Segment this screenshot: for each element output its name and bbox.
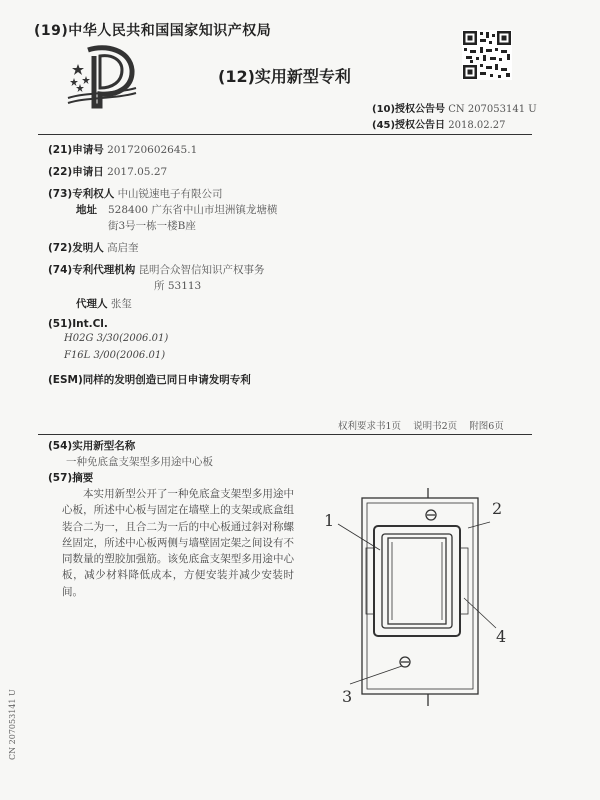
reinforcing-rib bbox=[460, 548, 468, 614]
grant-date-label: (45)授权公告日 bbox=[372, 120, 446, 131]
middle-divider bbox=[38, 434, 532, 435]
grant-date-row bbox=[372, 116, 506, 131]
inventor: 高启奎 bbox=[107, 242, 139, 254]
grant-number-row bbox=[372, 100, 537, 115]
agent-row bbox=[76, 296, 132, 312]
grant-number: CN 207053141 U bbox=[448, 104, 537, 115]
address-row bbox=[76, 202, 97, 218]
grant-number-label: (10)授权公告号 bbox=[372, 104, 446, 115]
utility-title: 一种免底盒支架型多用途中心板 bbox=[66, 456, 213, 468]
utility-title-label: (54)实用新型名称 bbox=[48, 440, 136, 452]
patentee: 中山锐速电子有限公司 bbox=[117, 188, 223, 200]
intcl-label: (51)Int.Cl. bbox=[48, 318, 108, 330]
grant-date: 2018.02.27 bbox=[448, 120, 506, 131]
side-document-number: CN 207053141 U bbox=[8, 689, 17, 760]
agent-label: 代理人 bbox=[76, 298, 108, 310]
application-date-row bbox=[48, 164, 167, 180]
abstract-text: 本实用新型公开了一种免底盒支架型多用途中心板，所述中心板与固定在墙壁上的支架或底盒组装合二为一，且合二为一后的中心板通过斜对称螺丝固定，所述中心板两侧与墙壁固定架之间设有不同数量的塑胶加强筋。该免底盒支架型多用途中心板，减少材料降低成本，方便安装并减少安装时间。 bbox=[62, 488, 294, 598]
address-line-1: 528400 广东省中山市坦洲镇龙塘横 bbox=[108, 204, 278, 216]
agent: 张玺 bbox=[110, 298, 132, 310]
application-number-row bbox=[48, 142, 197, 158]
figure-label-2: 2 bbox=[492, 499, 503, 518]
page-counts: 权利要求书1页 说明书2页 附图6页 bbox=[338, 421, 504, 432]
abstract-label: (57)摘要 bbox=[48, 472, 94, 484]
patentee-row bbox=[48, 186, 223, 202]
address-line-2: 街3号一栋一楼B座 bbox=[108, 220, 196, 232]
document-type-title: (12)实用新型专利 bbox=[218, 67, 351, 86]
office-name: (19)中华人民共和国国家知识产权局 bbox=[34, 23, 272, 39]
figure-label-4: 4 bbox=[496, 627, 507, 646]
inventor-label: (72)发明人 bbox=[48, 242, 104, 254]
intcl-class-2: F16L 3/00(2006.01) bbox=[64, 350, 166, 361]
agency-label: (74)专利代理机构 bbox=[48, 264, 136, 276]
application-date-label: (22)申请日 bbox=[48, 166, 104, 178]
center-plate-frame bbox=[374, 526, 460, 636]
intcl-row bbox=[48, 316, 108, 332]
top-divider bbox=[38, 134, 532, 135]
figure-label-3: 3 bbox=[342, 687, 353, 706]
application-number: 201720602645.1 bbox=[107, 144, 198, 156]
inventor-row bbox=[48, 240, 139, 256]
application-number-label: (21)申请号 bbox=[48, 144, 104, 156]
esm-note: (ESM)同样的发明创造已同日申请发明专利 bbox=[48, 374, 251, 386]
abstract-figure bbox=[310, 488, 542, 706]
qr-code-icon bbox=[462, 30, 512, 80]
figure-label-1: 1 bbox=[324, 511, 335, 530]
agency-row bbox=[48, 262, 265, 278]
patentee-label: (73)专利权人 bbox=[48, 188, 115, 200]
agency-line-2: 所 53113 bbox=[154, 280, 202, 292]
application-date: 2017.05.27 bbox=[107, 166, 168, 178]
cnipa-logo-icon bbox=[66, 42, 138, 112]
agency-line-1: 昆明合众智信知识产权事务 bbox=[138, 264, 265, 276]
intcl-class-1: H02G 3/30(2006.01) bbox=[64, 333, 169, 344]
address-label: 地址 bbox=[76, 204, 97, 216]
